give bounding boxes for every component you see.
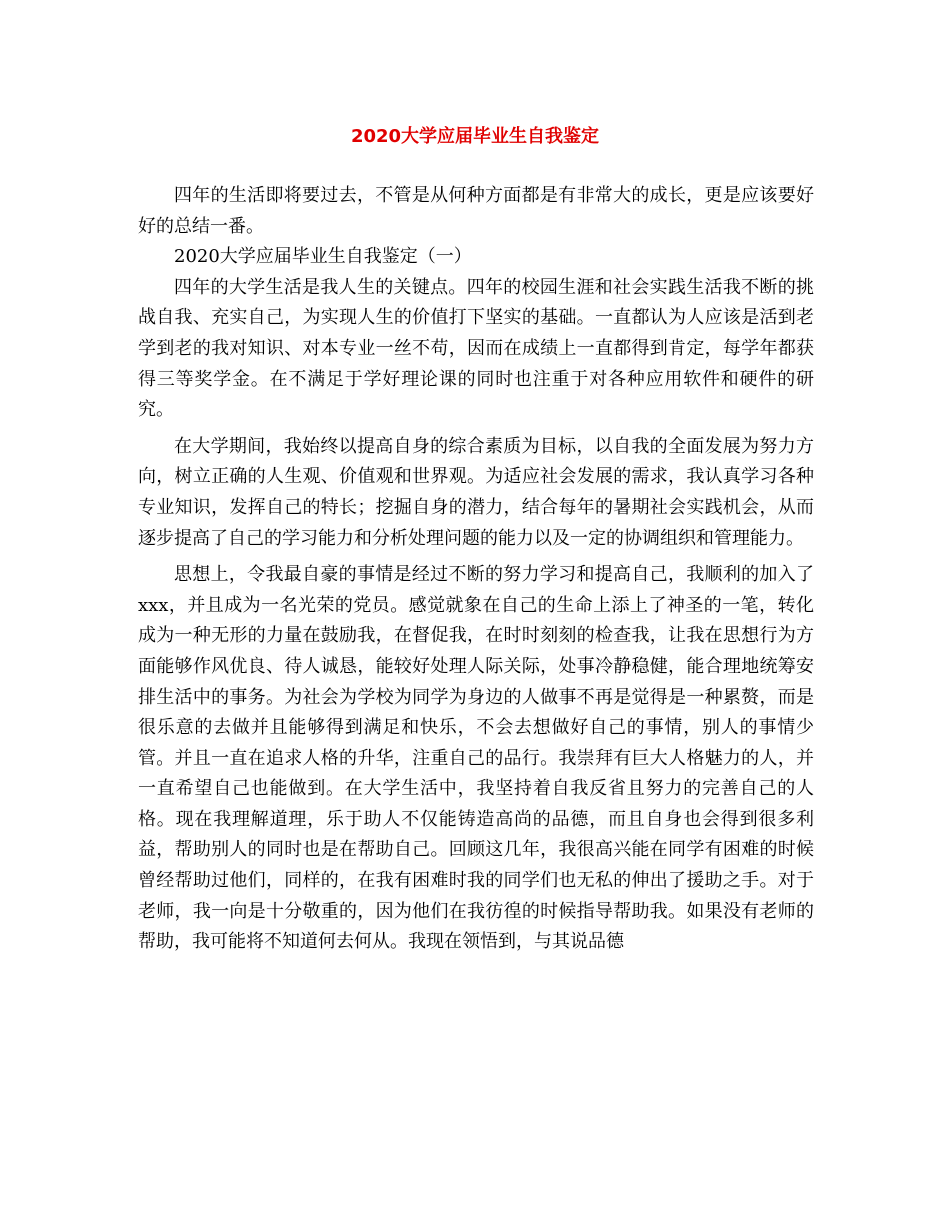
document-body [138, 181, 814, 958]
paragraph-ideology: 思想上，令我最自豪的事情是经过不断的努力学习和提高自己，我顺利的加入了xxx，并且成为一名光荣的党员。感觉就象在自己的生命上添上了神圣的一笔，转化成为一种无形的力量在鼓励我，在督促我，在时时刻刻的检查我，让我在思想行为方面能够作风优良、待人诚恳，能较好处理人际关际，处事冷静稳健，能合理地统筹安排生活中的事务。为社会为学校为同学为身边的人做事不再是觉得是一种累赘，而是很乐意的去做并且能够得到满足和快乐，不会去想做好自己的事情，别人的事情少管。并且一直在追求人格的升华，注重自己的品行。我崇拜有巨大人格魅力的人，并一直希望自己也能做到。在大学生活中，我坚持着自我反省且努力的完善自己的人格。现在我理解道理，乐于助人不仅能铸造高尚的品德，而且自身也会得到很多利益，帮助别人的同时也是在帮助自己。回顾这几年，我很高兴能在同学有困难的时候曾经帮助过他们，同样的，在我有困难时我的同学们也无私的伸出了援助之手。对于老师，我一向是十分敬重的，因为他们在我彷徨的时候指导帮助我。如果没有老师的帮助，我可能将不知道何去何从。我现在领悟到，与其说品德 [138, 564, 814, 953]
section-heading: 2020大学应届毕业生自我鉴定（一） [174, 246, 472, 268]
paragraph-university-life: 四年的大学生活是我人生的关键点。四年的校园生涯和社会实践生活我不断的挑战自我、充实自己，为实现人生的价值打下坚实的基础。一直都认为人应该是活到老学到老的我对知识、对本专业一丝不苟，因而在成绩上一直都得到肯定，每学年都获得三等奖学金。在不满足于学好理论课的同时也注重于对各种应用软件和硬件的研究。 [138, 276, 814, 421]
paragraph-intro: 四年的生活即将要过去，不管是从何种方面都是有非常大的成长，更是应该要好好的总结一番。 [138, 185, 814, 237]
paragraph-personal-development: 在大学期间，我始终以提高自身的综合素质为目标，以自我的全面发展为努力方向，树立正确的人生观、价值观和世界观。为适应社会发展的需求，我认真学习各种专业知识，发挥自己的特长；挖掘自身的潜力，结合每年的暑期社会实践机会，从而逐步提高了自己的学习能力和分析处理问题的能力以及一定的协调组织和管理能力。 [138, 435, 814, 549]
document-title: 2020大学应届毕业生自我鉴定 [350, 126, 600, 147]
